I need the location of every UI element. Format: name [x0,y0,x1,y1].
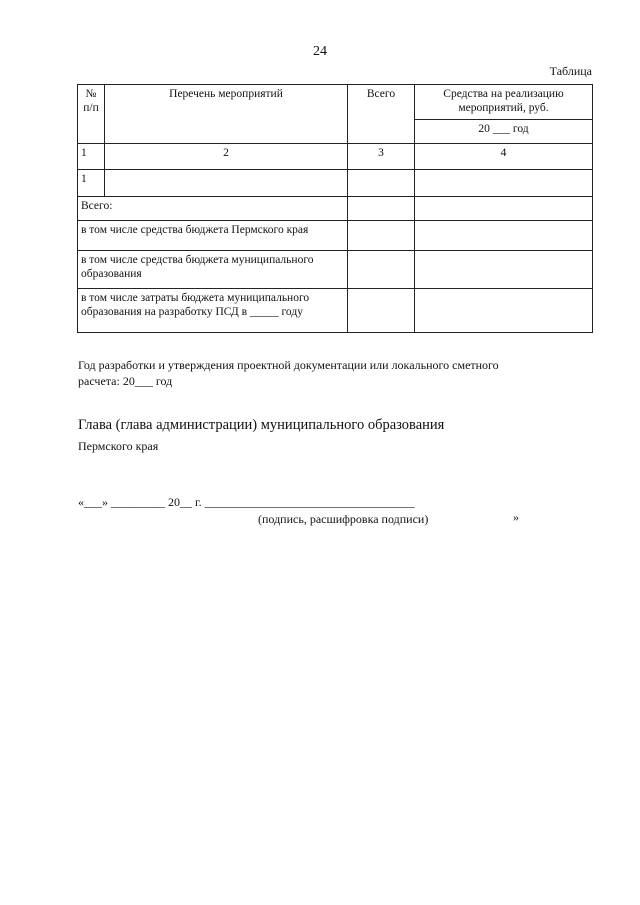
row-municipal-label: в том числе средства бюджета муниципального образования [78,251,348,289]
table-caption: Таблица [549,64,592,78]
row-total-value [348,197,415,221]
row1-total [348,170,415,197]
row-total-label: Всего: [78,197,348,221]
col-number-2: 2 [105,144,348,170]
development-year-note: Год разработки и утверждения проектной документации или локального сметного расчета: 20___ год [78,358,499,388]
row1-activity [105,170,348,197]
row-municipal-value [348,251,415,289]
header-year: 20 ___ год [415,120,593,144]
row-regional-value [348,221,415,251]
row-regional-funds [415,221,593,251]
header-total: Всего [348,85,415,144]
signatory-region: Пермского края [78,439,159,453]
signature-closing-quote: » [513,510,519,524]
signatory-title: Глава (глава администрации) муниципального образования [78,417,445,433]
header-activities: Перечень мероприятий [105,85,348,144]
activities-table [77,84,593,333]
page-number: 24 [313,44,327,59]
col-number-3: 3 [348,144,415,170]
row-psd-funds [415,289,593,333]
signature-caption: (подпись, расшифровка подписи) [258,512,429,526]
row-psd-value [348,289,415,333]
header-funds: Средства на реализацию мероприятий, руб. [415,85,593,120]
row-total-funds [415,197,593,221]
row-municipal-funds [415,251,593,289]
signature-date-line: «___» _________ 20__ г. ___________________________________ [78,495,415,509]
col-number-4: 4 [415,144,593,170]
row1-num: 1 [78,170,105,197]
row1-funds [415,170,593,197]
col-number-1: 1 [78,144,105,170]
row-psd-label: в том числе затраты бюджета муниципального образования на разработку ПСД в _____ году [78,289,348,333]
row-regional-label: в том числе средства бюджета Пермского края [78,221,348,251]
header-num: № п/п [78,85,105,144]
